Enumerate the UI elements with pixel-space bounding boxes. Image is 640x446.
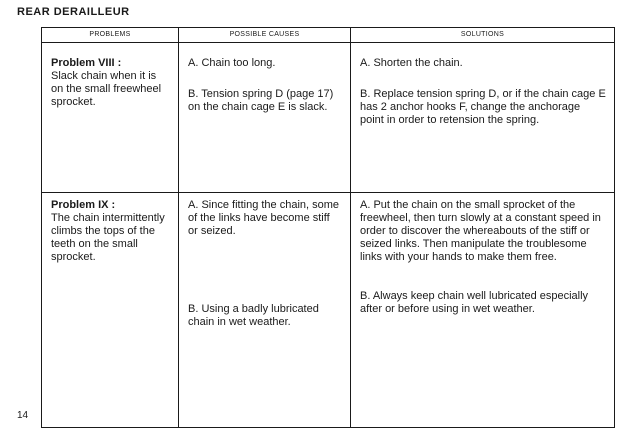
problem-cell: [42, 43, 179, 193]
solutions-cell: [351, 43, 615, 193]
cause-a: A. Chain too long.: [188, 57, 276, 69]
header-solutions: SOLUTIONS: [351, 28, 615, 43]
table-row: [42, 193, 615, 428]
causes-cell: [179, 193, 351, 428]
causes-cell: [179, 43, 351, 193]
cause-a: A. Since fitting the chain, some of the links have become stiff or seized.: [188, 199, 340, 237]
table-row: [42, 43, 615, 193]
problem-title: Problem IX :: [51, 199, 116, 211]
troubleshooting-table: [41, 27, 615, 428]
header-possible-causes: POSSIBLE CAUSES: [179, 28, 351, 43]
cause-b: B. Tension spring D (page 17) on the chain cage E is slack.: [188, 88, 334, 113]
problem-description: The chain intermittently climbs the tops of the teeth on the small sprocket.: [51, 212, 165, 263]
solution-b: B. Replace tension spring D, or if the chain cage E has 2 anchor hooks F, change the anchorage point in order to retension the spring.: [360, 88, 606, 126]
header-problems: PROBLEMS: [42, 28, 179, 43]
solution-a: A. Put the chain on the small sprocket of the freewheel, then turn slowly at a constant speed in order to discover the whereabouts of the stiff or seized links. Then manipulate the troublesome links with your hands to make them free.: [360, 199, 601, 263]
table-header-row: [42, 28, 615, 43]
problem-cell: [42, 193, 179, 428]
solution-b: B. Always keep chain well lubricated especially after or before using in wet weather.: [360, 290, 589, 315]
page-title: REAR DERAILLEUR: [17, 6, 130, 18]
problem-description: Slack chain when it is on the small freewheel sprocket.: [51, 70, 162, 108]
cause-b: B. Using a badly lubricated chain in wet weather.: [188, 303, 319, 328]
solution-a: A. Shorten the chain.: [360, 57, 463, 69]
problem-title: Problem VIII :: [51, 57, 122, 69]
page-number: 14: [17, 410, 29, 421]
solutions-cell: [351, 193, 615, 428]
